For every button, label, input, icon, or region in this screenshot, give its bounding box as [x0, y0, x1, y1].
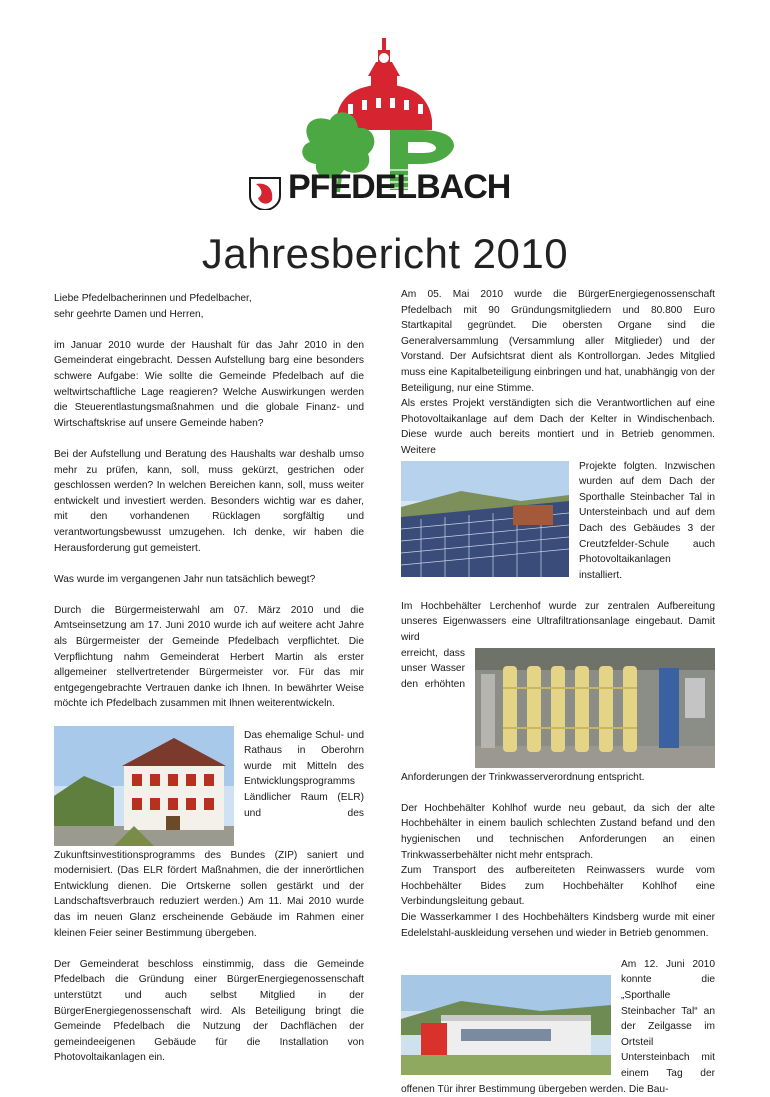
paragraph-sports-hall: Am 12. Juni 2010 konnte die „Sporthalle Steinbacher Tal“ an der Zeilgasse im Ortsteil Untersteinbach mit einem Tag der offenen Tür ihrer Bestimmung übergeben werden. Die Bau-: [401, 958, 715, 1095]
paragraph-election: Durch die Bürgermeisterwahl am 07. März 2010 und die Amtseinsetzung am 17. Juni 2010 wurde ich auf weitere acht Jahre als Bürgermeister der Gemeinde Pfedelbach verpflichtet. Die Verpflichtung nahm Gemeinderat Herbert Martin als erster allgemeiner stellvertretender Bürgermeister vor. Für das mir entgegengebrachte Vertrauen danke ich Ihnen. In bewährter Weise möchte ich Pfedelbach zusammen mit Ihnen weiterentwickeln.: [54, 604, 364, 710]
paragraph-ultrafiltration-result: erreicht, dass unser Wasser den erhöhten Anforderungen der Trinkwasserverordnung entspricht.: [401, 647, 645, 783]
paragraph-budget-review: Bei der Aufstellung und Beratung des Haushalts war deshalb umso mehr zu prüfen, kann, soll, muss gekürzt, gestrichen oder geschlossen werden? In welchen Bereichen kann, soll, muss weiter entwickelt und investiert werden. Besonders wichtig war es daher, mit den vorhandenen Rücklagen sorgfältig und verantwortungsbewusst umzugehen. Ich denke, wir haben die Herausforderung gut gemeistert.: [54, 448, 364, 554]
paragraph-bides-pipeline: Zum Transport des aufbereiteten Reinwassers wurde vom Hochbehälter Bides zum Hochbehälter Kohlhof eine Verbindungsleitung gebaut.: [401, 865, 715, 908]
left-column: [54, 291, 364, 1082]
right-column: [401, 287, 715, 1097]
ultrafiltration-plant-photo: [475, 648, 715, 768]
paragraph-ultrafiltration-intro: Im Hochbehälter Lerchenhof wurde zur zentralen Aufbereitung unseres Eigenwassers eine Ultrafiltrationsanlage eingebaut. Damit wird: [401, 600, 715, 644]
paragraph-kohlhof: Der Hochbehälter Kohlhof wurde neu gebaut, da sich der alte Hochbehälter in einem baulich schlechten Zustand befand und den hygienischen und technischen Anforderungen an einen Trinkwasserbehälter nicht mehr entsprach.: [401, 802, 715, 861]
paragraph-budget: im Januar 2010 wurde der Haushalt für das Jahr 2010 in den Gemeinderat eingebracht. Dessen Aufstellung barg eine besonders schwere Aufgabe: Wie sollte die Gemeinde Pfedelbach auf die weltwirtschaftliche Lage reagieren? Welche Auswirkungen werden die Steuerentlastungsmaßnahmen und die globale Finanz- und Wirtschaftskrise auf unsere Gemeinde haben?: [54, 339, 364, 429]
municipal-logo: [240, 30, 530, 210]
paragraph-first-project: Als erstes Projekt verständigten sich die Verantwortlichen auf eine Photovoltaikanlage auf dem Dach der Kelter in Windischenbach. Diese wurde auch bereits montiert und in Betrieb genommen. Weitere: [401, 398, 715, 456]
paragraph-kindsberg: Die Wasserkammer I des Hochbehälters Kindsberg wurde mit einer Edelelstahl-auskleidung versehen und wieder in Betrieb genommen.: [401, 912, 715, 939]
paragraph-council-decision: Der Gemeinderat beschloss einstimmig, dass die Gemeinde Pfedelbach die Gründung einer BürgerEnergiegenossenschaft unterstützt und auch selbst Mitglied in der BürgerEnergiegenossenschaft wird. Als Beteiligung bringt die Gemeinde Pfedelbach die Nutzung der Dachflächen der gemeindeeigenen Gebäude für die Installation von Photovoltaikanlagen ein.: [54, 958, 364, 1064]
town-hall-photo: [54, 726, 234, 846]
sports-hall-photo: [401, 975, 611, 1075]
greeting-line-2: sehr geehrte Damen und Herren,: [54, 308, 204, 320]
page-title: Jahresbericht 2010: [201, 230, 569, 277]
paragraph-more-projects: Projekte folgten. Inzwischen wurden auf dem Dach der Sporthalle Steinbacher Tal in Untersteinbach und auf dem Dach des Gebäudes 3 der Creutzfelder-Schule auch Photovoltaikanlagen installiert.: [579, 460, 715, 581]
logo-wordmark: PFEDELBACH: [288, 168, 511, 206]
paragraph-cooperative-founding: Am 05. Mai 2010 wurde die BürgerEnergiegenossenschaft Pfedelbach mit 90 Gründungsmitgliedern und 80.800 Euro Startkapital gegründet. Die obersten Organe sind die Generalversammlung (Versammlung aller Mitglieder) und der Vorstand. Der Aufsichtsrat dient als Kontrollorgan. Jedes Mitglied muss eine Kapitalbeteiligung einbringen und hat, unabhängig von der Beteiligung, nur eine Stimme.: [401, 289, 715, 394]
paragraph-town-hall: Das ehemalige Schul- und Rathaus in Oberohrn wurde mit Mitteln des Entwicklungsprogramms Ländlicher Raum (ELR) und des Zukunftsinvestitionsprogramms des Bundes (ZIP) saniert und modernisiert. (Das ELR fördert Maßnahmen, die der innerörtlichen Entwicklung dienen. Die Ortskerne sollen gestärkt und der Landschaftsverbrauch reduziert werden.) Am 11. Mai 2010 wurde das im neuen Glanz erscheinende Gebäude im Rahmen einer kleinen Feier seiner Bestimmung übergeben.: [54, 729, 364, 939]
paragraph-question: Was wurde im vergangenen Jahr nun tatsächlich bewegt?: [54, 573, 316, 585]
greeting-line-1: Liebe Pfedelbacherinnen und Pfedelbacher,: [54, 293, 252, 304]
solar-panels-photo: [401, 461, 569, 577]
